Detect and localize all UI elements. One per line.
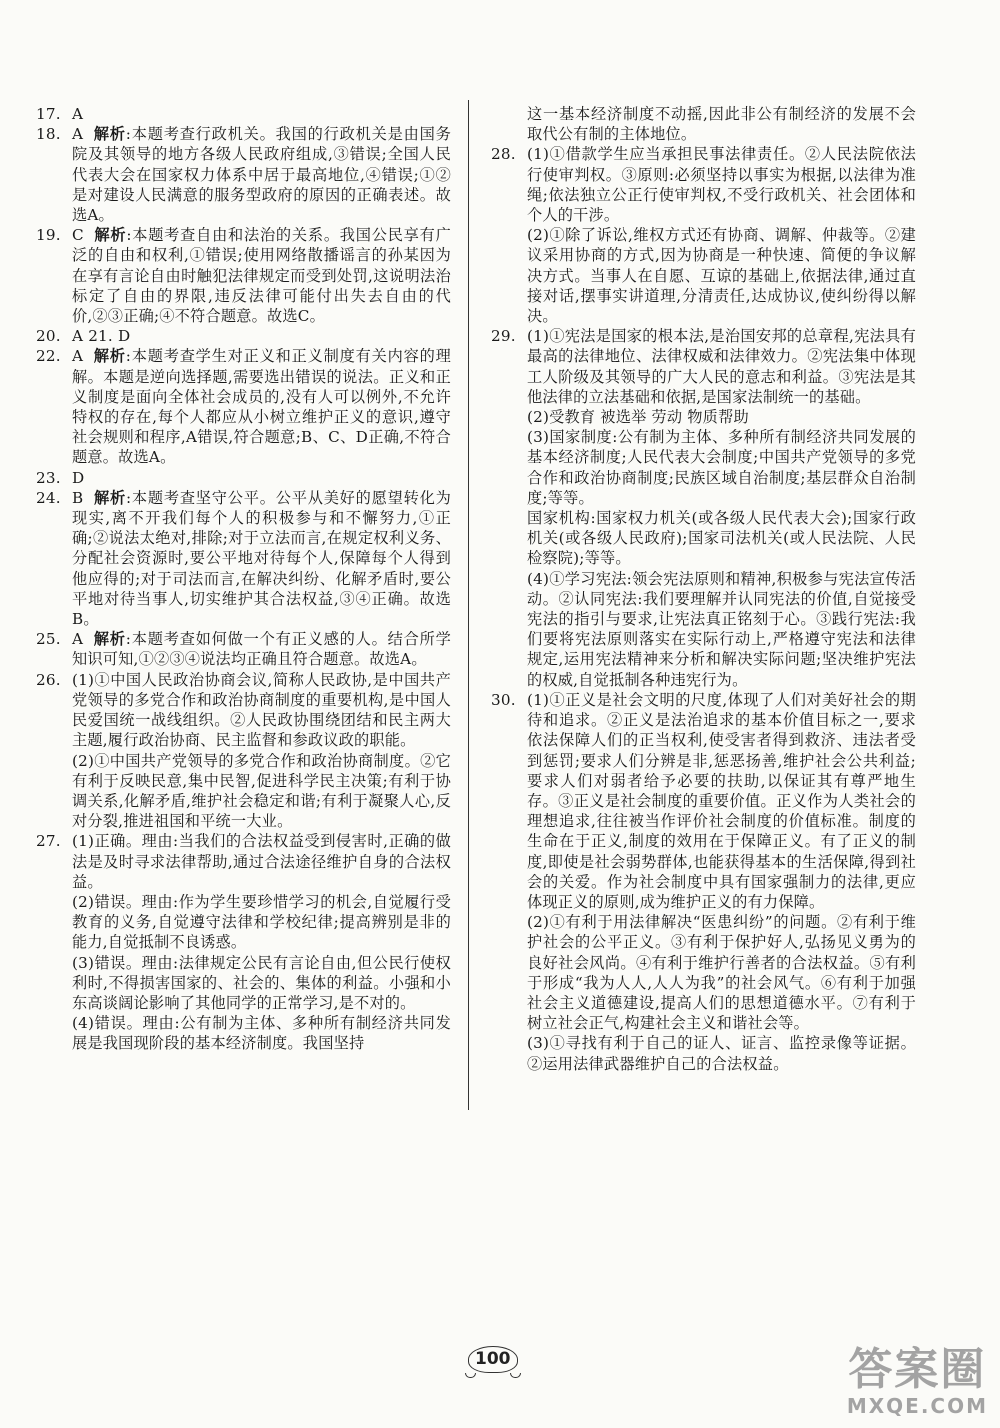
question-number: 18. [36,125,61,144]
answer-body [72,104,451,124]
answer-paragraph: (1)①宪法是国家的根本法,是治国安邦的总章程,宪法具有最高的法律地位、法律权威和法律效力。②宪法集中体现工人阶级及其领导的广大人民的意志和利益。③宪法是其他法律的立法基础和依据,是国家法制统一的基础。 [527,327,916,406]
question-item [491,326,916,690]
answer-choice: A [72,347,84,366]
answer-paragraph: (2)错误。理由:作为学生要珍惜学习的机会,自觉履行受教育的义务,自觉遵守法律和学校纪律;提高辨别是非的能力,自觉抵制不良诱惑。 [72,892,451,952]
answer-body [72,629,451,669]
answer-line [72,468,451,488]
answer-paragraph: (4)①学习宪法:领会宪法原则和精神,积极参与宪法宣传活动。②认同宪法:我们要理解并认同宪法的价值,自觉接受宪法的指引与要求,让宪法真正铭刻于心。③践行宪法:我们要将宪法原则落实在实际行动上,严格遵守宪法和法律规定,运用宪法精神来分析和解决实际问题;坚决维护宪法的权威,自觉抵制各种违宪行为。 [527,569,916,689]
analysis-text: :本题考查行政机关。我国的行政机关是由国务院及其领导的地方各级人民政府组成,③错误;全国人民代表大会在国家权力体系中居于最高地位,④错误;①②是对建设人民满意的服务型政府的原因的正确表述。故选A。 [72,125,451,225]
answer-choice: C [72,226,84,245]
question-item [36,225,451,326]
answer-body [527,690,916,1074]
analysis-text: :本题考查坚守公平。公平从美好的愿望转化为现实,离不开我们每个人的积极参与和不懈努力,①正确;②说法太绝对,排除;对于立法而言,在规定权利义务、分配社会资源时,要公平地对待每个人,保障每个人得到他应得的;对于司法而言,在解决纠纷、化解矛盾时,要公平地对待当事人,切实维护其合法权益,③④正确。故选B。 [72,488,451,629]
question-number: 19. [36,226,61,245]
question-item [36,346,451,467]
answer-body [72,124,451,225]
answer-choice: A 21. D [72,327,131,346]
question-item [36,468,451,488]
analysis-text: :本题考查自由和法治的关系。我国公民享有广泛的自由和权利,①错误;使用网络散播谣言的孙某因为在享有言论自由时触犯法律规定而受到处罚,这说明法治标定了自由的界限,违反法律可能付出失去自由的代价,②③正确;④不符合题意。故选C。 [72,226,451,326]
answer-choice: A [72,105,84,123]
answer-line [72,629,451,669]
answer-paragraph: (3)国家制度:公有制为主体、多种所有制经济共同发展的基本经济制度;人民代表大会制度;中国共产党领导的多党合作和政治协商制度;民族区域自治制度;基层群众自治制度;等等。 [527,428,916,507]
answer-paragraph: (1)①借款学生应当承担民事法律责任。②人民法院依法行使审判权。③原则:必须坚持以事实为根据,以法律为准绳;依法独立公正行使审判权,不受行政机关、社会团体和个人的干涉。 [527,145,916,225]
question-number: 30. [491,690,516,709]
left-column [36,104,451,1054]
question-item [36,104,451,124]
question-number: 22. [36,347,61,366]
answer-paragraph: (3)错误。理由:法律规定公民有言论自由,但公民行使权利时,不得损害国家的、社会的、集体的利益。小强和小东高谈阔论影响了其他同学的正常学习,是不对的。 [72,953,451,1012]
question-item [36,831,451,1053]
answer-body [72,326,451,346]
answer-paragraph: 国家机构:国家权力机关(或各级人民代表大会);国家行政机关(或各级人民政府);国家司法机关(或人民法院、人民检察院);等等。 [527,509,916,568]
answer-body [72,831,451,1053]
answer-body [72,670,451,832]
answer-paragraph: (1)正确。理由:当我们的合法权益受到侵害时,正确的做法是及时寻求法律帮助,通过合法途径维护自身的合法权益。 [72,832,451,891]
watermark-url: MXQE.COM [846,1394,988,1418]
watermark-logo [847,1346,988,1418]
question-item [491,144,916,326]
answer-line [72,124,451,225]
answer-line [72,488,451,629]
question-number: 29. [491,327,516,346]
answer-paragraph: (2)受教育 被选举 劳动 物质帮助 [527,408,749,427]
answer-paragraph: (3)①寻找有利于自己的证人、证言、监控录像等证据。②运用法律武器维护自己的合法权益。 [527,1034,916,1073]
continuation-text: 这一基本经济制度不动摇,因此非公有制经济的发展不会取代公有制的主体地位。 [527,105,916,144]
watermark-title: 答案圈 [848,1344,987,1395]
page-number: 100 [468,1346,518,1373]
analysis-label: 解析 [93,125,126,144]
question-number: 23. [36,468,61,487]
question-number: 28. [491,145,516,164]
analysis-label: 解析 [93,226,127,245]
question-item [36,326,451,346]
answer-line [72,670,451,751]
question-number: 26. [36,670,61,689]
analysis-text: :本题考查如何做一个有正义感的人。结合所学知识可知,①②③④说法均正确且符合题意。故选A。 [72,630,451,669]
question-number: 20. [36,327,61,346]
answer-line [72,346,451,467]
answer-paragraph: (2)①中国共产党领导的多党合作和政治协商制度。②它有利于反映民意,集中民智,促进科学民主决策;有利于协调关系,化解矛盾,维护社会稳定和谐;有利于凝聚人心,反对分裂,推进祖国和平统一大业。 [72,751,451,831]
answer-line [72,104,451,124]
question-item [36,670,451,832]
answer-paragraph: (2)①除了诉讼,维权方式还有协商、调解、仲裁等。②建议采用协商的方式,因为协商是一种快速、简便的争议解决方式。当事人在自愿、互谅的基础上,依据法律,通过直接对话,摆事实讲道理,分清责任,达成协议,使纠纷得以解决。 [527,226,916,326]
question-item [36,488,451,629]
question-number: 25. [36,630,61,649]
question-number: 27. [36,832,61,851]
question-item [491,690,916,1074]
answer-body [72,488,451,629]
analysis-label: 解析 [93,630,126,649]
analysis-label: 解析 [93,488,126,507]
question-number: 17. [36,105,61,123]
question-item [36,124,451,225]
analysis-text: :本题考查学生对正义和正义制度有关内容的理解。本题是逆向选择题,需要选出错误的说法。正义和正义制度是面向全体社会成员的,没有人可以例外,不允许特权的存在,每个人都应从小树立维护正义的意识,遵守社会规则和程序,A错误,符合题意;B、C、D正确,不符合题意。故选A。 [72,347,451,467]
right-column [491,104,916,1074]
answer-body [72,346,451,467]
question-number: 24. [36,488,61,507]
answer-body [72,468,451,488]
answer-body [527,144,916,326]
answer-choice: B [72,488,84,507]
answer-paragraph: (1)①正义是社会文明的尺度,体现了人们对美好社会的期待和追求。②正义是法治追求的基本价值目标之一,要求依法保障人们的正当权利,使受害者得到救济、违法者受到惩罚;要求人们分辨是非,惩恶扬善,维护社会公共利益;要求人们对弱者给予必要的扶助,以保证其有尊严地生存。③正义是社会制度的重要价值。正义作为人类社会的理想追求,往往被当作评价社会制度的价值标准。制度的生命在于正义,制度的效用在于保障正义。有了正义的制度,即使是社会弱势群体,也能获得基本的生活保障,得到社会的关爱。作为社会制度中具有国家强制力的法律,更应体现正义的原则,成为维护正义的有力保障。 [527,690,916,911]
answer-choice: A [72,125,84,144]
answer-paragraph: (4)错误。理由:公有制为主体、多种所有制经济共同发展是我国现阶段的基本经济制度。我国坚持 [72,1014,451,1053]
answer-line [72,326,451,346]
question-item [36,629,451,669]
analysis-label: 解析 [93,347,126,366]
column-divider [468,100,469,1110]
answer-body [72,225,451,326]
answer-line [72,831,451,892]
answer-paragraph: (1)①中国人民政治协商会议,简称人民政协,是中国共产党领导的多党合作和政治协商制度的重要机构,是中国人民爱国统一战线组织。②人民政协围绕团结和民主两大主题,履行政治协商、民主监督和参政议政的职能。 [72,670,451,750]
answer-choice: D [72,468,85,487]
answer-line [72,225,451,326]
answer-paragraph: (2)①有利于用法律解决“医患纠纷”的问题。②有利于维护社会的公平正义。③有利于保护好人,弘扬见义勇为的良好社会风尚。④有利于维护行善者的合法权益。⑤有利于形成“我为人人,人人为我”的社会风气。⑥有利于加强社会主义道德建设,提高人们的思想道德水平。⑦有利于树立社会正气,构建社会主义和谐社会等。 [527,913,916,1033]
answer-choice: A [72,630,84,649]
answer-body [527,326,916,690]
